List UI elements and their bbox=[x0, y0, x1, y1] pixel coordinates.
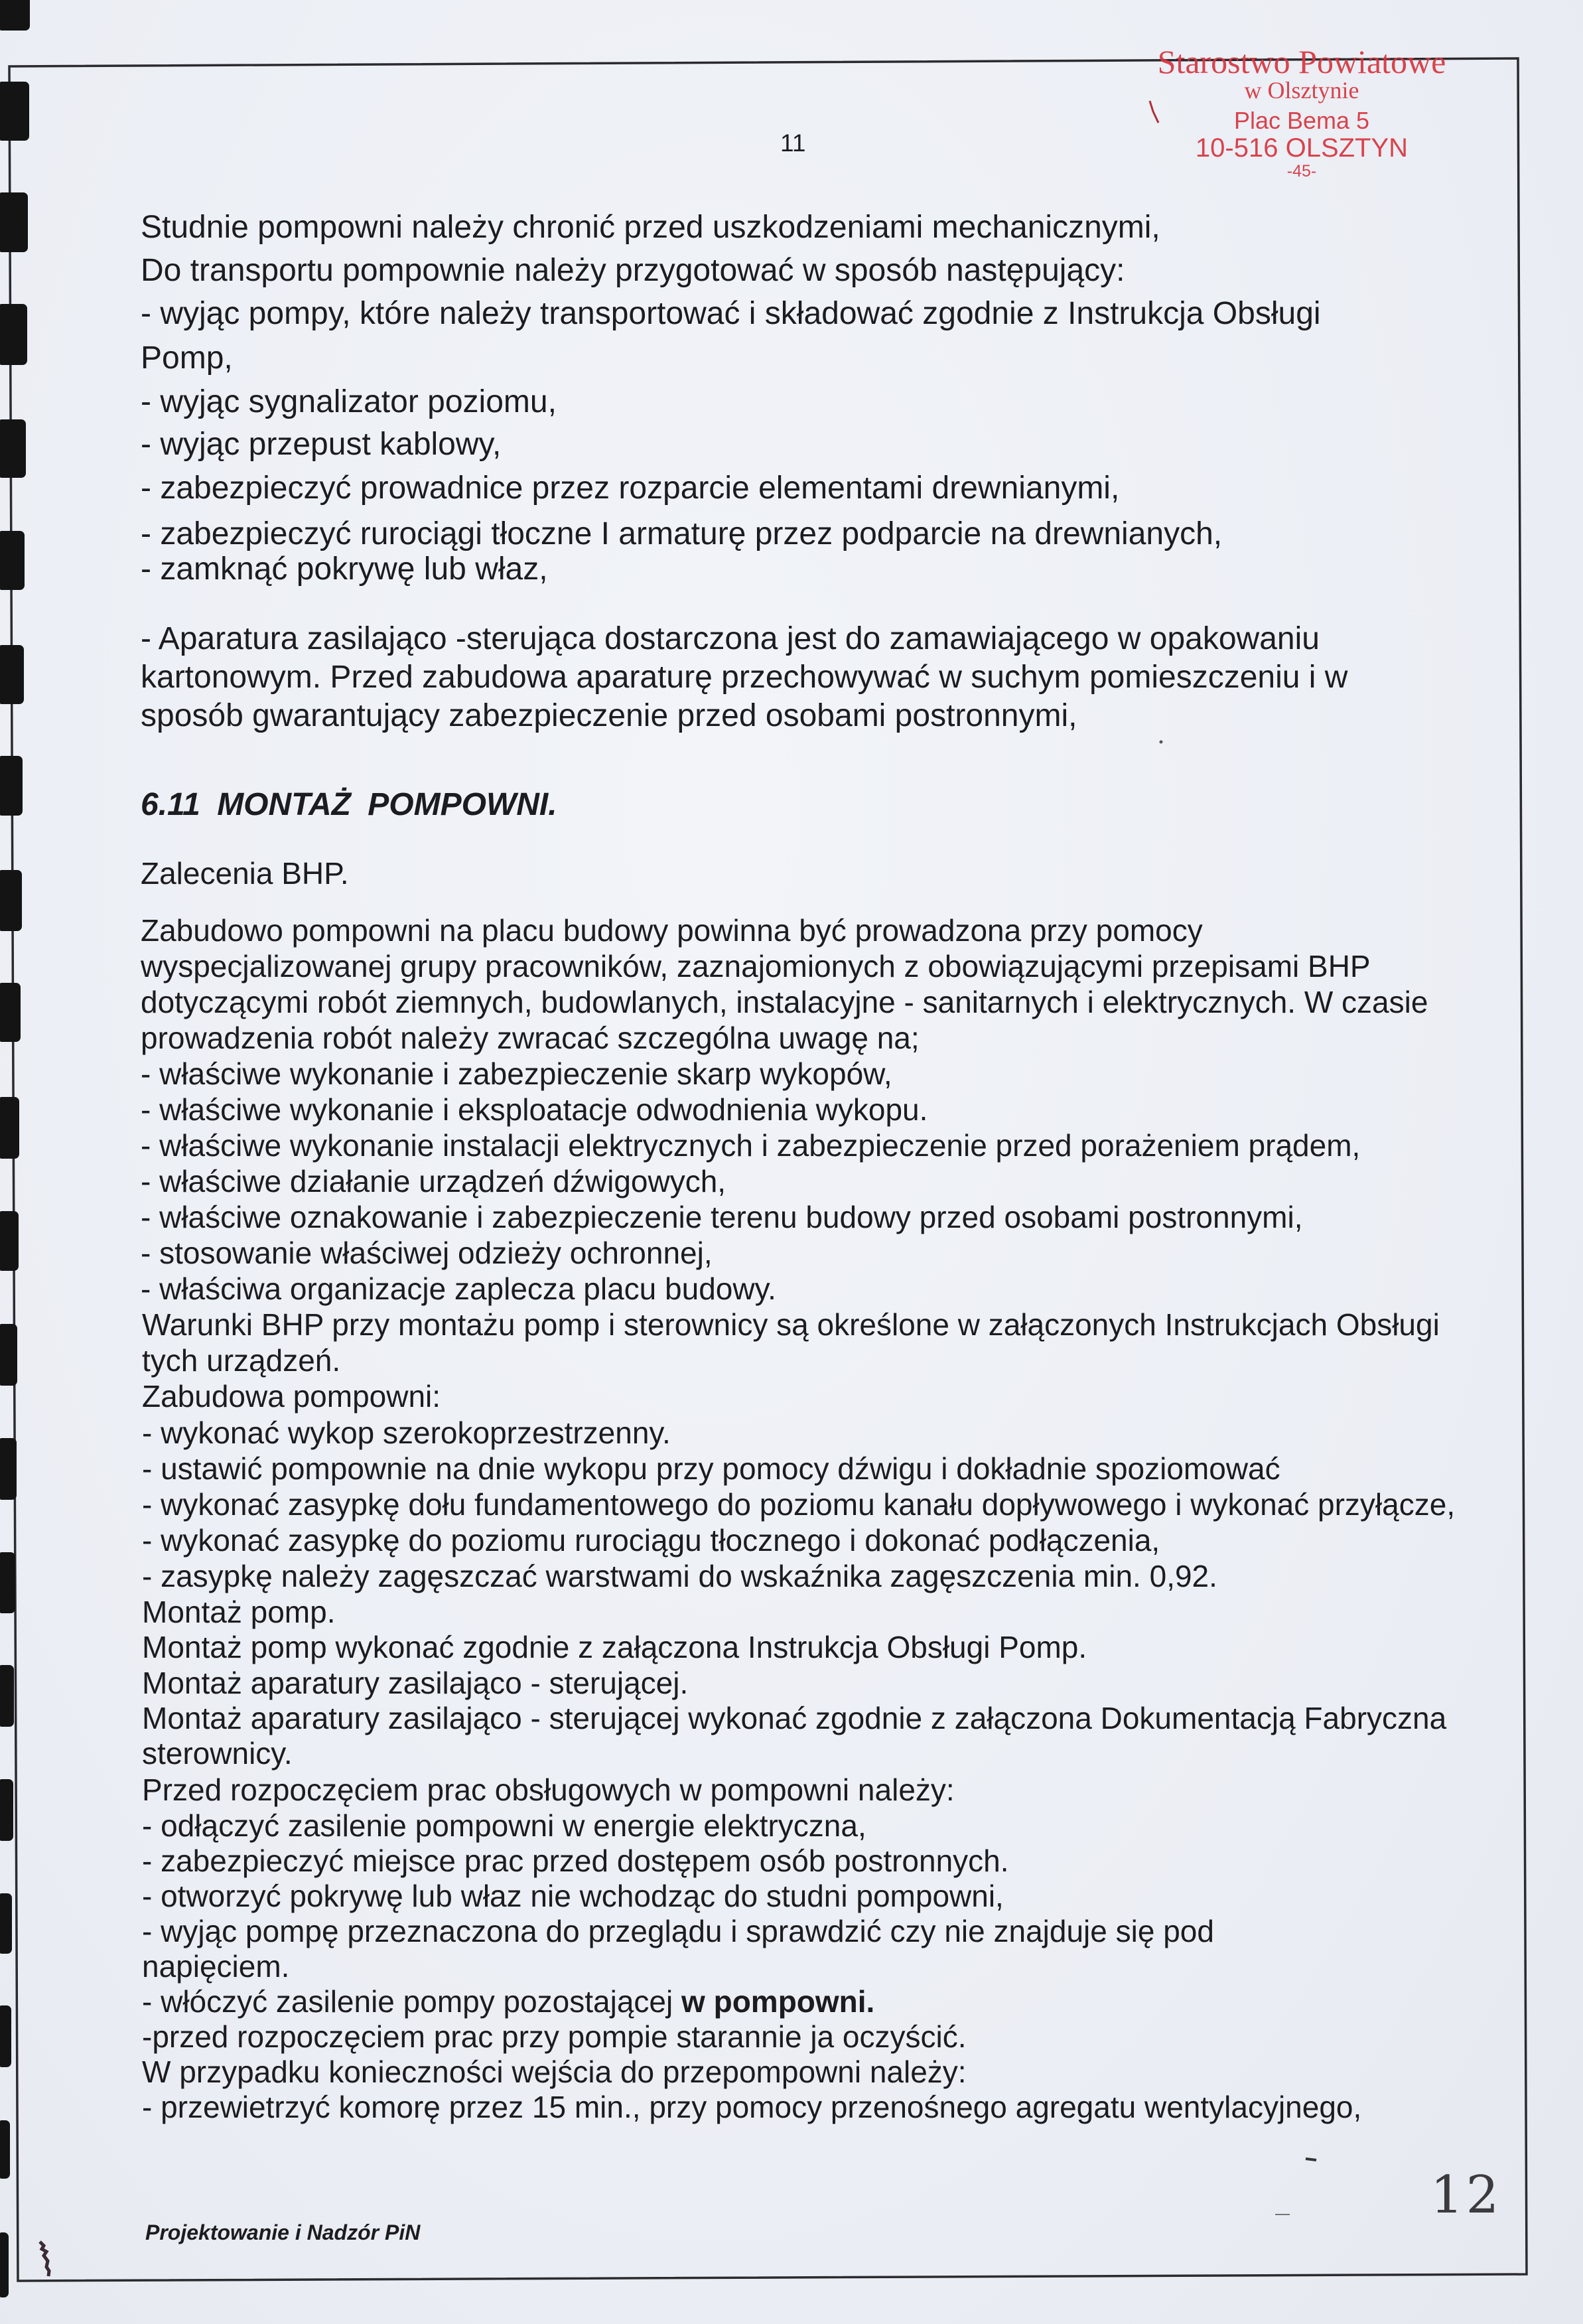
stamp-line-postcode: 10-516 OLSZTYN bbox=[1195, 133, 1409, 163]
list-item: - właściwe oznakowanie i zabezpieczenie terenu budowy przed osobami postronnymi, bbox=[141, 1200, 1303, 1234]
list-item: - właściwe wykonanie instalacji elektrycznych i zabezpieczenie przed porażeniem prądem, bbox=[141, 1128, 1361, 1163]
paragraph-line: Montaż aparatury zasilająco - sterującej. bbox=[142, 1666, 689, 1700]
binder-hole bbox=[0, 1211, 19, 1271]
paragraph-line: Montaż pomp. bbox=[142, 1595, 336, 1629]
section-heading: 6.11 MONTAŻ POMPOWNI. bbox=[141, 787, 557, 822]
binder-hole bbox=[0, 1438, 17, 1500]
paragraph-line: Studnie pompowni należy chronić przed uszkodzeniami mechanicznymi, bbox=[141, 210, 1160, 245]
paragraph-line: sposób gwarantujący zabezpieczenie przed osobami postronnymi, bbox=[141, 698, 1077, 733]
binder-hole bbox=[0, 1097, 19, 1159]
speck-mark bbox=[1160, 741, 1163, 744]
list-item: - właściwa organizacje zaplecza placu budowy. bbox=[141, 1271, 776, 1306]
binder-hole bbox=[0, 870, 22, 931]
binder-hole bbox=[0, 1552, 15, 1613]
list-item: - wyjąc pompy, które należy transportować i składować zgodnie z Instrukcja Obsługi bbox=[141, 296, 1321, 331]
list-item bbox=[142, 1986, 874, 2017]
list-item-text: - włóczyć zasilenie pompy pozostającej bbox=[142, 1984, 682, 2019]
list-item: - ustawić pompownie na dnie wykopu przy pomocy dźwigu i dokładnie spoziomować bbox=[142, 1451, 1280, 1486]
page-number: 11 bbox=[780, 129, 806, 157]
paragraph-line: W przypadku konieczności wejścia do przepompowni należy: bbox=[142, 2055, 967, 2089]
paragraph-line: sterownicy. bbox=[142, 1736, 293, 1771]
footer-company: Projektowanie i Nadzór PiN bbox=[145, 2220, 421, 2244]
list-item: - wyjąc przepust kablowy, bbox=[141, 427, 502, 462]
binder-hole bbox=[0, 645, 24, 704]
binder-hole bbox=[0, 0, 30, 31]
list-item: - zamknąć pokrywę lub właz, bbox=[141, 551, 548, 587]
binder-hole bbox=[0, 82, 29, 141]
binder-hole bbox=[0, 2005, 11, 2067]
paragraph-line: Montaż pomp wykonać zgodnie z załączona Instrukcja Obsługi Pomp. bbox=[142, 1630, 1087, 1664]
list-item: - Aparatura zasilająco -sterująca dostarczona jest do zamawiającego w opakowaniu bbox=[141, 621, 1320, 656]
paragraph-line: Przed rozpoczęciem prac obsługowych w pompowni należy: bbox=[142, 1773, 955, 1807]
paragraph-line: Pomp, bbox=[141, 340, 233, 376]
paragraph-line: prowadzenia robót należy zwracać szczególna uwagę na; bbox=[141, 1021, 920, 1055]
list-item: - wykonać wykop szerokoprzestrzenny. bbox=[142, 1416, 671, 1450]
subheading: Zalecenia BHP. bbox=[141, 856, 349, 891]
list-item: - zabezpieczyć prowadnice przez rozparcie elementami drewnianymi, bbox=[141, 471, 1120, 506]
stamp-line-number: -45- bbox=[1286, 162, 1317, 181]
binder-hole bbox=[0, 983, 21, 1042]
list-item: -przed rozpoczęciem prac przy pompie starannie ja oczyścić. bbox=[142, 2019, 967, 2054]
list-item: - wykonać zasypkę dołu fundamentowego do poziomu kanału dopływowego i wykonać przyłącze, bbox=[142, 1487, 1456, 1522]
stamp-line-street: Plac Bema 5 bbox=[1233, 107, 1370, 134]
paragraph-line: Zabudowo pompowni na placu budowy powinna być prowadzona przy pomocy bbox=[141, 913, 1203, 948]
list-item-bold-text: w pompowni. bbox=[681, 1984, 875, 2019]
binder-hole bbox=[0, 304, 27, 365]
scribble-mark bbox=[40, 2242, 49, 2276]
list-item: - stosowanie właściwej odzieży ochronnej, bbox=[141, 1236, 713, 1270]
paragraph-line: napięciem. bbox=[142, 1949, 290, 1984]
list-item: - właściwe działanie urządzeń dźwigowych, bbox=[141, 1164, 726, 1198]
binder-hole bbox=[0, 531, 25, 590]
binder-hole bbox=[0, 756, 23, 816]
sheet-number-stamp: 12 bbox=[1430, 2165, 1502, 2225]
binder-hole bbox=[0, 192, 28, 252]
list-item: - odłączyć zasilenie pompowni w energie elektryczna, bbox=[142, 1808, 866, 1843]
list-item: - właściwe wykonanie i zabezpieczenie skarp wykopów, bbox=[141, 1056, 892, 1091]
binder-hole bbox=[0, 1665, 14, 1727]
binder-hole bbox=[0, 1324, 17, 1386]
list-item: - zabezpieczyć miejsce prac przed dostępem osób postronnych. bbox=[142, 1844, 1009, 1878]
stamp-line-office: Starostwo Powiatowe bbox=[1157, 43, 1446, 80]
paragraph-line: tych urządzeń. bbox=[142, 1343, 341, 1378]
binder-hole bbox=[0, 2120, 10, 2179]
list-item: - wykonać zasypkę do poziomu rurociągu tłocznego i dokonać podłączenia, bbox=[142, 1523, 1160, 1558]
list-item: - właściwe wykonanie i eksploatacje odwodnienia wykopu. bbox=[141, 1092, 928, 1127]
list-item: - wyjąc pompę przeznaczona do przeglądu i sprawdzić czy nie znajduje się pod bbox=[142, 1914, 1214, 1948]
list-item: - zabezpieczyć rurociągi tłoczne I armaturę przez podparcie na drewnianych, bbox=[141, 516, 1223, 551]
paragraph-line: kartonowym. Przed zabudowa aparaturę przechowywać w suchym pomieszczeniu i w bbox=[141, 660, 1348, 695]
binder-hole bbox=[0, 1779, 13, 1841]
list-item: - przewietrzyć komorę przez 15 min., przy pomocy przenośnego agregatu wentylacyjnego, bbox=[142, 2090, 1362, 2124]
paragraph-line: Do transportu pompownie należy przygotować w sposób następujący: bbox=[141, 253, 1125, 288]
list-item: - wyjąc sygnalizator poziomu, bbox=[141, 384, 557, 419]
binder-hole bbox=[0, 1893, 12, 1954]
stamp-line-city: w Olsztynie bbox=[1244, 77, 1359, 104]
paragraph-line: Warunki BHP przy montażu pomp i sterownicy są określone w załączonych Instrukcjach Obsługi bbox=[142, 1307, 1440, 1342]
list-item: - zasypkę należy zagęszczać warstwami do wskaźnika zagęszczenia min. 0,92. bbox=[142, 1559, 1217, 1593]
paragraph-line: Zabudowa pompowni: bbox=[142, 1379, 441, 1414]
paragraph-line: Montaż aparatury zasilająco - sterującej wykonać zgodnie z załączona Dokumentacją Fabryczna bbox=[142, 1701, 1447, 1735]
dash-mark bbox=[1306, 2159, 1316, 2160]
binder-hole bbox=[0, 2232, 9, 2297]
paragraph-line: dotyczącymi robót ziemnych, budowlanych, instalacyjne - sanitarnych i elektrycznych. W czasie bbox=[141, 985, 1428, 1019]
binder-hole bbox=[0, 419, 26, 478]
list-item: - otworzyć pokrywę lub właz nie wchodząc do studni pompowni, bbox=[142, 1879, 1004, 1913]
paragraph-line: wyspecjalizowanej grupy pracowników, zaznajomionych z obowiązującymi przepisami BHP bbox=[141, 949, 1371, 983]
